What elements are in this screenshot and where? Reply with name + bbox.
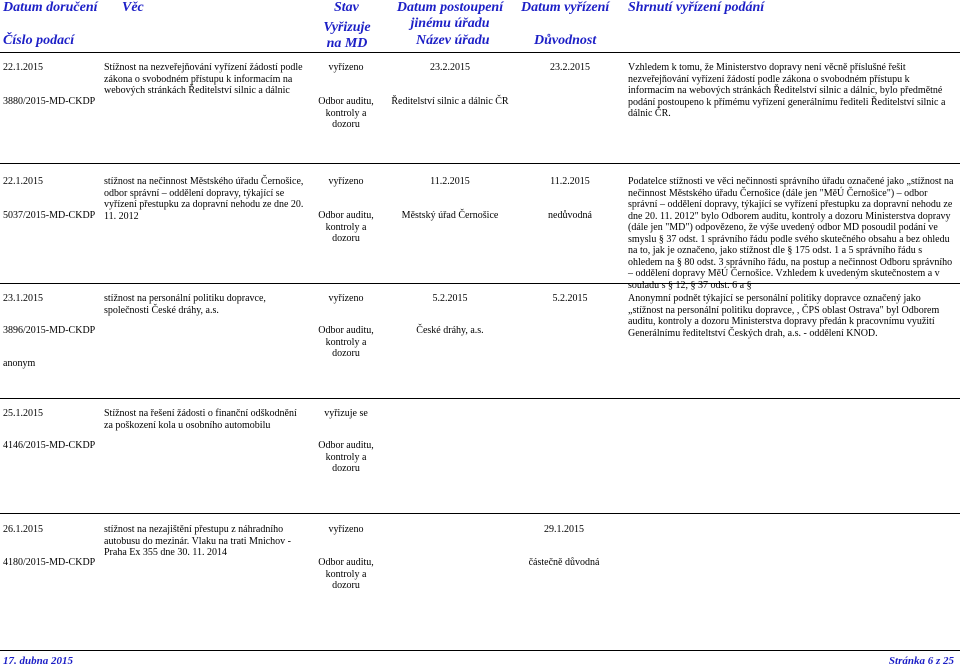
record-id: 4146/2015-MD-CKDP [3,440,96,451]
record-department [306,96,386,131]
table-header [0,0,960,52]
footer-divider [0,650,960,651]
record-department [306,210,386,245]
record-date: 23.1.2015 [3,293,43,304]
record-subject: Stížnost na řešení žádosti o finanční odškodnění za poškození kola u osobního automobilu [104,408,297,431]
footer-page-number: Stránka 6 z 25 [888,655,954,667]
record-status: vyřízeno [328,524,364,535]
header-vec: Věc [122,0,144,15]
record-subject: stížnost na nečinnost Městského úřadu Černošice, odbor správní – oddělení dopravy, týkající se vyřízení přestupku za dopravní nehodu ze dne 20. 11. 2012 [104,176,304,222]
record-status: vyřízeno [328,176,364,187]
department-line: Odbor auditu, [318,210,374,221]
record-status: vyřízeno [328,62,364,73]
header-vyrizuje [316,20,378,52]
record-forward-date: 23.2.2015 [430,62,470,73]
record-merit: částečně důvodná [528,557,600,568]
header-duvodnost: Důvodnost [534,33,597,48]
record-department [306,557,386,592]
record-date: 25.1.2015 [3,408,43,419]
header-datum-postoupeni [390,0,510,32]
record-id: 4180/2015-MD-CKDP [3,557,96,568]
record-date: 22.1.2015 [3,176,43,187]
header-vyrizuje-line2: na MD [326,36,368,51]
department-line: kontroly a [325,451,367,463]
department-line: kontroly a [325,336,367,348]
row-divider [0,163,960,164]
record-department [306,325,386,360]
department-line: Odbor auditu, [318,325,374,336]
department-line: dozoru [332,119,360,130]
record-resolved-date: 29.1.2015 [544,524,584,535]
record-submitter: anonym [3,358,36,369]
department-line: dozoru [332,348,360,359]
record-office: Ředitelství silnic a dálnic ČR [391,96,509,107]
record-office: České dráhy, a.s. [416,325,484,336]
record-date: 22.1.2015 [3,62,43,73]
record-department [306,440,386,475]
row-divider [0,283,960,284]
department-line: Odbor auditu, [318,96,374,107]
header-datum-doruceni: Datum doručení [3,0,98,15]
header-vyrizuje-line1: Vyřizuje [323,20,371,35]
header-cislo-podaci: Číslo podací [3,33,75,48]
row-divider [0,398,960,399]
record-summary: Podatelce stížnosti ve věci nečinnosti správního úřadu označené jako „stížnost na nečinnost Městského úřadu Černošice (dále jen "MěÚ Černošice") – odbor správní – oddělení dopravy, týkající se vyřízení přestupku za dopravní nehodu ze dne 20. 11. 2012" bylo Odborem auditu, kontroly a dozoru Ministerstva dopravy (dále jen "MD") odpovězeno, že výše uvedený odbor MD posoudil podání ve smyslu § 37 odst. 1 správního řádu podle svého skutečného obsahu a bez ohledu na to, jak je označeno, jako stížnost dle § 175 odst. 1 a 5 správního řádu s ohledem na § 80 odst. 3 správního řádu, na postup a nečinnost Odboru správního – oddělení dopravy MěÚ Černošice. Vzhledem k uvedeným skutečnostem a v souladu s § 12, § 37 odst. 6 a § [628,176,954,291]
record-date: 26.1.2015 [3,524,43,535]
header-stav: Stav [334,0,359,15]
department-line: dozoru [332,463,360,474]
record-subject: stížnost na nezajištění přestupu z náhradního autobusu do mezinár. Vlaku na trati Mnichov - Praha Ex 355 dne 30. 11. 2014 [104,524,291,558]
header-datum-vyrizeni: Datum vyřízení [521,0,610,15]
header-shrnuti: Shrnutí vyřízení podání [628,0,765,15]
department-line: kontroly a [325,107,367,119]
header-datum-postoupeni-line1: Datum postoupení [396,0,504,15]
record-summary: Vzhledem k tomu, že Ministerstvo dopravy není věcně příslušné řešit nezveřejňování vyřízení žádostí podle zákona o svobodném přístupu k informacím na webových stránkách Ředitelství silnic a dálnic, bylo předmětné podání postoupeno k přímému vyřízení generálnímu řediteli Ředitelství silnic a dálnic ČR. [628,62,946,119]
department-line: dozoru [332,233,360,244]
record-id: 5037/2015-MD-CKDP [3,210,96,221]
record-summary: Anonymní podnět týkající se personální politiky dopravce označený jako „stížnost na personální politiku dopravce, , ČPS oblast Ostrava" byl Odborem auditu, kontroly a dozoru Ministerstva dopravy předán k pracovnímu využití Generálnímu řediteltství Českých drah, a.s. - oddělení KNOD. [628,293,940,339]
department-line: kontroly a [325,221,367,233]
department-line: Odbor auditu, [318,440,374,451]
record-status: vyřízeno [328,293,364,304]
record-resolved-date: 11.2.2015 [550,176,590,187]
department-line: kontroly a [325,568,367,580]
record-id: 3880/2015-MD-CKDP [3,96,96,107]
header-nazev-uradu: Název úřadu [416,33,490,48]
record-subject: stížnost na personální politiku dopravce, společnosti České dráhy, a.s. [104,293,266,316]
header-datum-postoupeni-line2: jinému úřadu [410,16,490,31]
department-line: Odbor auditu, [318,557,374,568]
record-resolved-date: 5.2.2015 [552,293,588,304]
record-status: vyřizuje se [324,408,368,419]
footer-date: 17. dubna 2015 [3,655,73,667]
header-divider [0,52,960,53]
record-subject: Stížnost na nezveřejňování vyřízení žádostí podle zákona o svobodném přístupu k informacím na webových stránkách Ředitelství silnic a dálnic [104,62,303,96]
record-resolved-date: 23.2.2015 [550,62,590,73]
record-forward-date: 5.2.2015 [432,293,468,304]
record-office: Městský úřad Černošice [401,210,499,221]
record-merit: nedůvodná [548,210,592,221]
record-forward-date: 11.2.2015 [430,176,470,187]
row-divider [0,513,960,514]
department-line: dozoru [332,580,360,591]
record-id: 3896/2015-MD-CKDP [3,325,96,336]
